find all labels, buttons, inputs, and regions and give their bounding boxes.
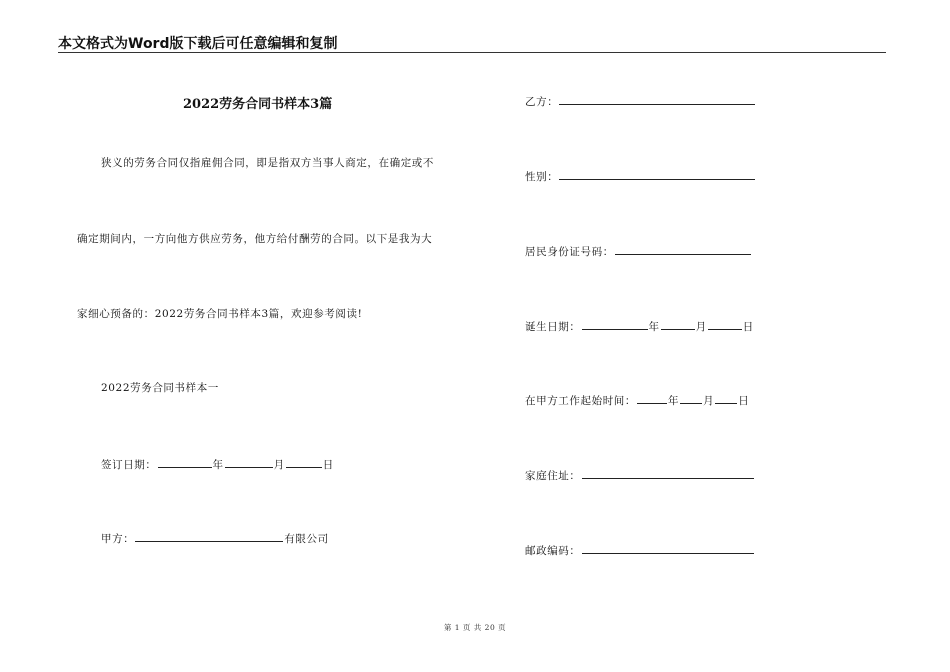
birth-month-blank xyxy=(661,318,695,330)
postcode-row xyxy=(525,542,755,558)
start-month-blank xyxy=(680,392,702,404)
document-title: 2022劳务合同书样本3篇 xyxy=(183,97,333,112)
intro-line-1: 狭义的劳务合同仅指雇佣合同，即是指双方当事人商定，在确定或不 xyxy=(101,157,434,169)
party-a-blank xyxy=(135,530,283,542)
sign-year-blank xyxy=(158,456,212,468)
postcode-label: 邮政编码： xyxy=(525,545,581,557)
start-day-blank xyxy=(715,392,737,404)
sign-month-blank xyxy=(225,456,273,468)
id-number-row xyxy=(525,243,752,259)
sign-month-unit: 月 xyxy=(273,459,285,471)
birth-date-label: 诞生日期： xyxy=(525,321,581,333)
sign-date-label: 签订日期： xyxy=(101,459,157,471)
intro-line-3: 家细心预备的：2022劳务合同书样本3篇，欢迎参考阅读! xyxy=(77,308,363,320)
party-b-label: 乙方： xyxy=(525,96,559,108)
address-blank xyxy=(582,467,754,479)
party-a-label: 甲方： xyxy=(101,533,135,545)
header-divider xyxy=(58,52,886,53)
start-date-row xyxy=(525,392,749,408)
sign-year-unit: 年 xyxy=(212,459,224,471)
id-number-label: 居民身份证号码： xyxy=(525,246,614,258)
party-a-suffix: 有限公司 xyxy=(284,533,329,545)
document-banner: 本文格式为Word版下载后可任意编辑和复制 xyxy=(58,36,338,52)
sample-heading: 2022劳务合同书样本一 xyxy=(101,382,219,394)
gender-row xyxy=(525,168,756,184)
sign-day-blank xyxy=(286,456,322,468)
page-number: 第 1 页 共 20 页 xyxy=(443,623,507,632)
start-date-label: 在甲方工作起始时间： xyxy=(525,395,636,407)
party-a-row xyxy=(101,530,329,546)
party-b-row xyxy=(525,93,756,109)
party-b-blank xyxy=(559,93,755,105)
birth-date-row xyxy=(525,318,754,334)
start-day-unit: 日 xyxy=(738,395,750,407)
postcode-blank xyxy=(582,542,754,554)
address-row xyxy=(525,467,755,483)
sign-day-unit: 日 xyxy=(322,459,334,471)
address-label: 家庭住址： xyxy=(525,470,581,482)
id-number-blank xyxy=(615,243,751,255)
start-month-unit: 月 xyxy=(703,395,715,407)
gender-label: 性别： xyxy=(525,171,559,183)
birth-year-unit: 年 xyxy=(648,321,660,333)
birth-day-blank xyxy=(708,318,742,330)
gender-blank xyxy=(559,168,755,180)
start-year-blank xyxy=(637,392,667,404)
birth-year-blank xyxy=(582,318,648,330)
intro-line-2: 确定期间内，一方向他方供应劳务，他方给付酬劳的合同。以下是我为大 xyxy=(77,233,433,245)
start-year-unit: 年 xyxy=(668,395,680,407)
birth-month-unit: 月 xyxy=(695,321,707,333)
birth-day-unit: 日 xyxy=(742,321,754,333)
sign-date-row xyxy=(101,456,334,472)
